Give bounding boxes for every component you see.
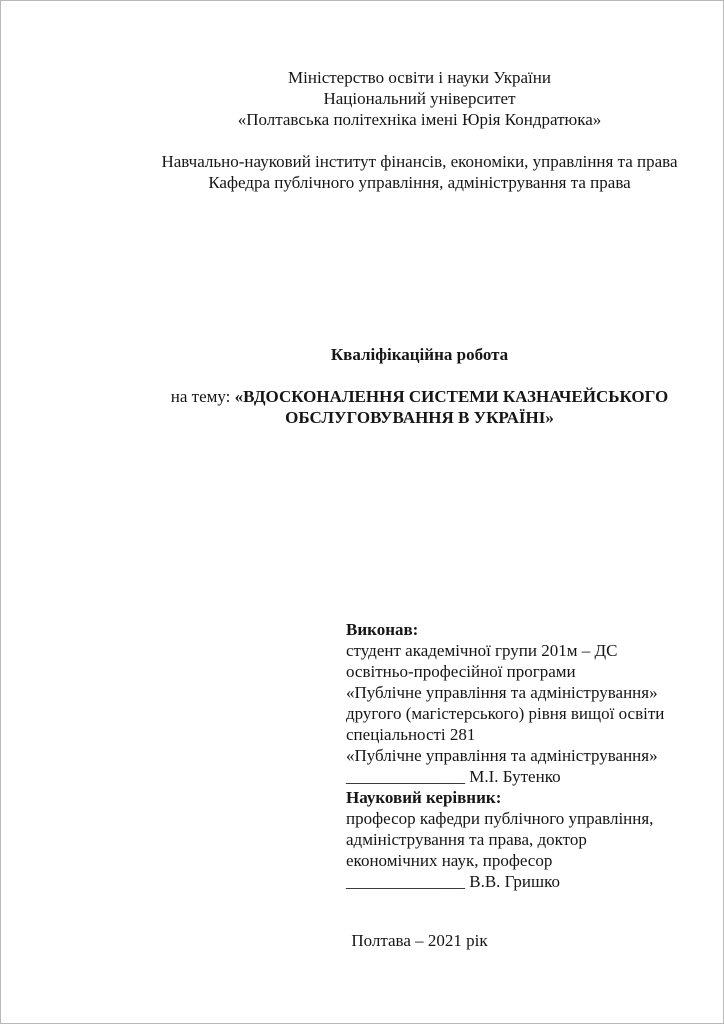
ministry-line: Міністерство освіти і науки України xyxy=(288,68,551,87)
supervisor-line-department: адміністрування та права, доктор xyxy=(346,830,587,849)
header-spacer xyxy=(131,130,708,151)
department-line: Кафедра публічного управління, адміністрування та права xyxy=(208,173,631,192)
topic-title: «ВДОСКОНАЛЕННЯ СИСТЕМИ КАЗНАЧЕЙСЬКОГО ОБСЛУГОВУВАННЯ В УКРАЇНІ» xyxy=(234,387,669,427)
topic-block xyxy=(131,386,708,428)
executor-line-program: освітньо-професійної програми xyxy=(346,662,576,681)
university-line: Національний університет xyxy=(323,89,516,108)
executor-line-degree: другого (магістерського) рівня вищої освіти xyxy=(346,704,665,723)
supervisor-signature-line: ______________ В.В. Гришко xyxy=(346,872,561,891)
institute-line: Навчально-науковий інститут фінансів, економіки, управління та права xyxy=(161,152,678,171)
work-type-label: Кваліфікаційна робота xyxy=(330,345,509,364)
credits-block xyxy=(346,619,706,892)
supervisor-line-position: професор кафедри публічного управління, xyxy=(346,809,654,828)
footer-block xyxy=(131,930,708,951)
supervisor-line-degree: економічних наук, професор xyxy=(346,851,553,870)
executor-signature-line: ______________ М.І. Бутенко xyxy=(346,767,561,786)
executor-label: Виконав: xyxy=(346,620,419,639)
university-name-line: «Полтавська політехніка імені Юрія Кондратюка» xyxy=(237,110,602,129)
executor-line-specialty: спеціальності 281 xyxy=(346,725,476,744)
executor-line-specialty-name: «Публічне управління та адміністрування» xyxy=(346,746,658,765)
header-block xyxy=(131,67,708,193)
supervisor-label: Науковий керівник: xyxy=(346,788,502,807)
topic-prefix: на тему: xyxy=(170,387,235,406)
city-year-line: Полтава – 2021 рік xyxy=(351,931,488,950)
executor-line-program-name: «Публічне управління та адміністрування» xyxy=(346,683,658,702)
work-type-heading xyxy=(131,344,708,365)
executor-line-group: студент академічної групи 201м – ДС xyxy=(346,641,618,660)
